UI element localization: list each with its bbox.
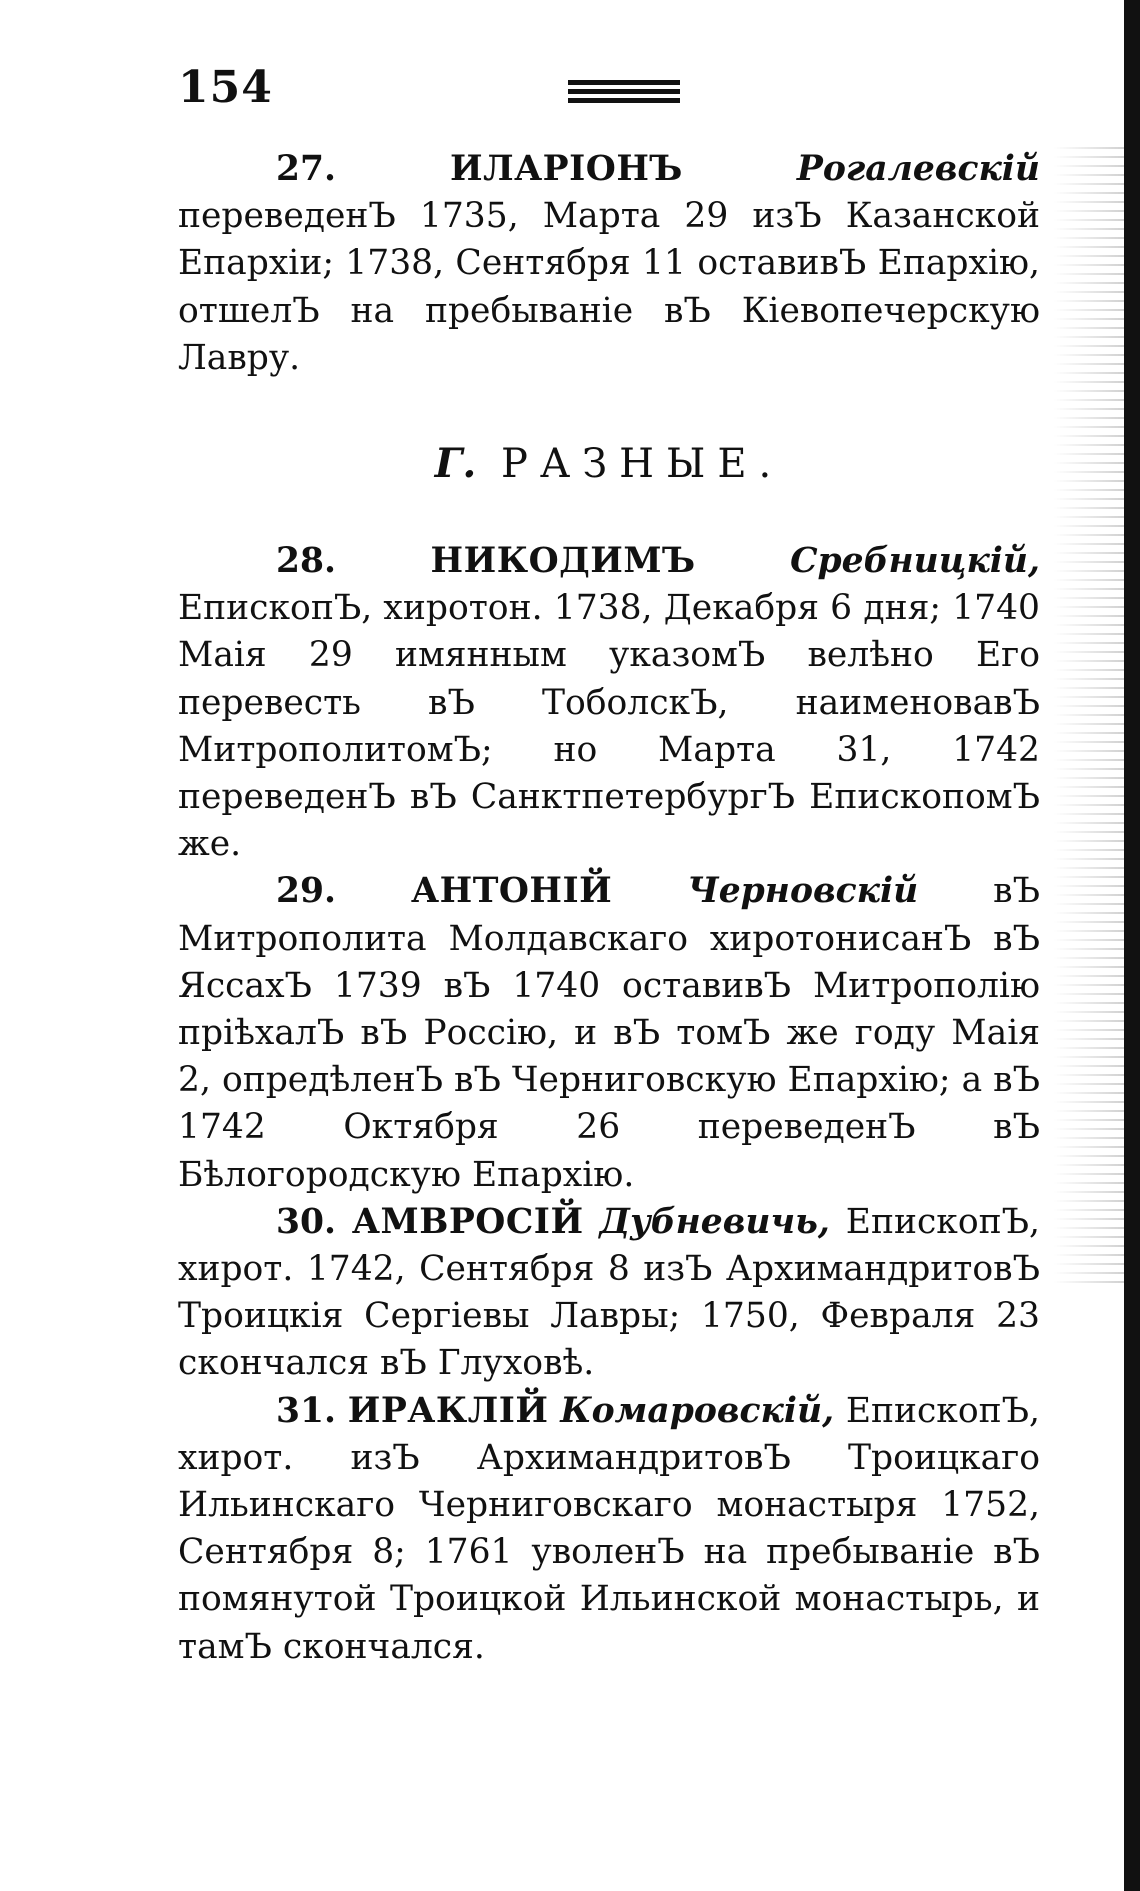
entry-27 (178, 146, 1040, 382)
entry-number: 29. (276, 871, 337, 912)
entry-number: 27. (276, 149, 337, 189)
page-edge (1124, 0, 1140, 1891)
entry-text: вЪ Митрополита Молдавскаго хиротонисанЪ вЪ ЯссахЪ 1739 вЪ 1740 оставивЪ Митрополію пріѣхалЪ вЪ Россію, и вЪ томЪ же году Маія 2, опредѣленЪ вЪ Черниговскую Епархію; а вЪ 1742 Октября 26 переведенЪ вЪ Бѣлогородскую Епархію. (178, 871, 1040, 1195)
section-title: РАЗНЫЕ. (500, 441, 784, 487)
section-heading (178, 440, 1040, 487)
entry-name: НИКОДИМЪ (430, 541, 696, 581)
page-edge-shadow (1054, 140, 1124, 1290)
entry-number: 28. (276, 541, 337, 581)
entry-surname: Комаровскій, (560, 1390, 835, 1431)
entry-31 (178, 1388, 1040, 1671)
entry-text: ЕпископЪ, хиротон. 1738, Декабря 6 дня; 1740 Маія 29 имянным указомЪ велѣно Его перевесть вЪ ТоболскЪ, наименовавЪ МитрополитомЪ; но Марта 31, 1742 переведенЪ вЪ СанктпетербургЪ ЕпископомЪ же. (178, 588, 1040, 865)
entries-block (178, 538, 1040, 1671)
entry-text: ЕпископЪ, хирот. 1742, Сентября 8 изЪ АрхимандритовЪ Троицкія Сергіевы Лавры; 1750, Февраля 23 скончался вЪ Глуховѣ. (178, 1201, 1040, 1384)
entry-text: переведенЪ 1735, Марта 29 изЪ Казанской Епархіи; 1738, Сентября 11 оставивЪ Епархію, отшелЪ на пребываніе вЪ Кіевопечерскую Лавру. (178, 196, 1040, 378)
entry-number: 30. (276, 1201, 337, 1242)
entry-number: 31. (276, 1390, 337, 1431)
entry-name: АМВРОСІЙ (351, 1201, 584, 1242)
entry-surname: Рогалевскій (796, 149, 1040, 189)
entry-block-27 (178, 146, 1040, 382)
header-rule (568, 80, 680, 104)
entry-name: ИРАКЛІЙ (347, 1390, 549, 1431)
entry-28 (178, 538, 1040, 868)
page-number: 154 (178, 62, 273, 113)
entry-surname: Сребницкій, (790, 541, 1041, 581)
entry-name: АНТОНІЙ (411, 871, 613, 912)
entry-29 (178, 868, 1040, 1198)
entry-surname: Черновскій (687, 871, 919, 912)
entry-name: ИЛАРІОНЪ (449, 149, 683, 189)
entry-30 (178, 1199, 1040, 1388)
entry-surname: Дубневичь, (599, 1201, 830, 1242)
section-letter: Г. (434, 440, 477, 487)
entry-text: ЕпископЪ, хирот. изЪ АрхимандритовЪ Троицкаго Ильинскаго Черниговскаго монастыря 1752, Сентября 8; 1761 уволенЪ на пребываніе вЪ помянутой Троицкой Ильинской монастырь, и тамЪ скончался. (178, 1390, 1041, 1667)
